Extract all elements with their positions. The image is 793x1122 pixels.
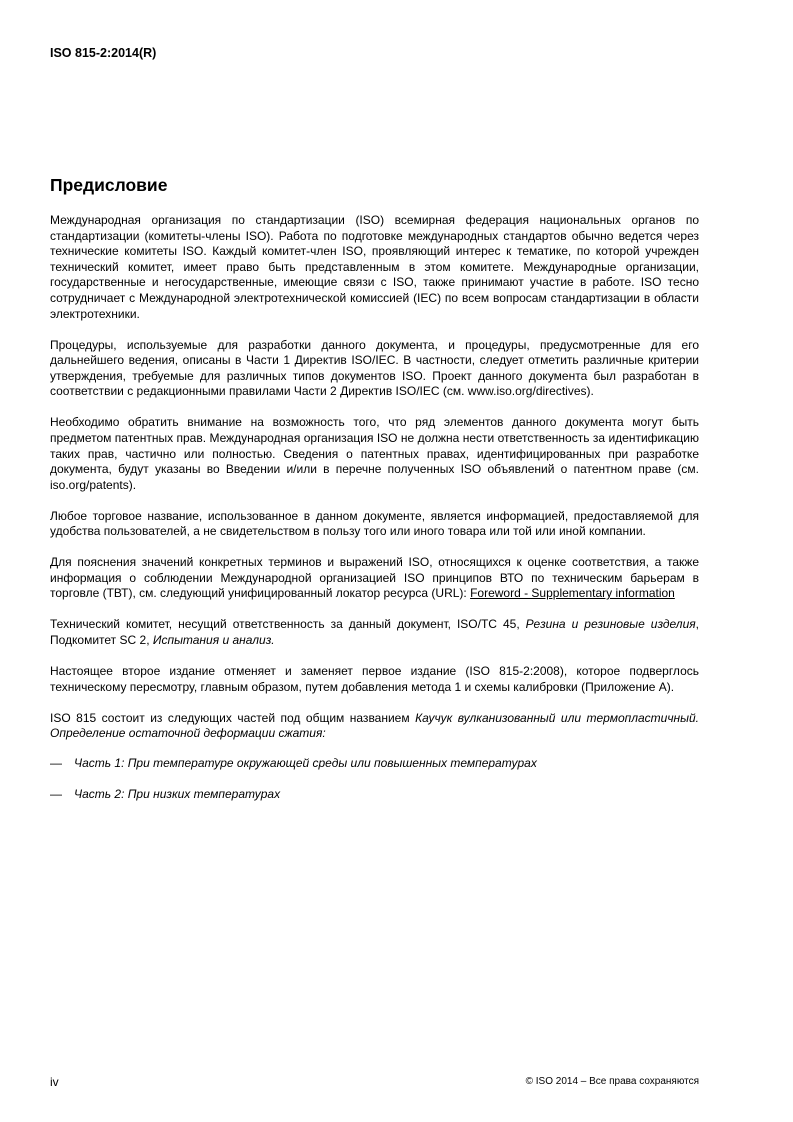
list-item xyxy=(50,756,699,772)
parts-general-title: Каучук вулканизованный или термопластичный. Определение остаточной деформации сжатия: xyxy=(50,710,699,741)
paragraph-edition: Настоящее второе издание отменяет и заменяет первое издание (ISO 815-2:2008), которое подверглось техническому пересмотру, главным образом, путем добавления метода 1 и схемы калибровки (Приложение A). xyxy=(50,664,699,694)
paragraph-committee xyxy=(50,617,699,648)
list-item xyxy=(50,787,699,803)
paragraph-patents: Необходимо обратить внимание на возможность того, что ряд элементов данного документа могут быть предметом патентных прав. Международная организация ISO не должна нести ответственность за идентификацию таких прав, частично или полностью. Сведения о патентных правах, идентифицированных при разработке документа, будут указаны во Введении и/или в перечне полученных ISO объявлений о патентном праве (см. iso.org/patents). xyxy=(50,415,699,492)
paragraph-parts xyxy=(50,711,699,742)
list-item-text: Часть 1: При температуре окружающей среды или повышенных температурах xyxy=(74,755,537,770)
paragraph-trade-names: Любое торговое название, использованное в данном документе, является информацией, предоставляемой для удобства пользователей, а не свидетельством в пользу того или иного товара или той или иной компании. xyxy=(50,508,699,539)
page-title: Предисловие xyxy=(50,175,168,195)
copyright-notice: © ISO 2014 – Все права сохраняются xyxy=(525,1076,699,1087)
parts-intro: ISO 815 состоит из следующих частей под общим названием xyxy=(50,710,416,725)
subcommittee-title: Испытания и анализ. xyxy=(152,633,275,648)
paragraph-procedures: Процедуры, используемые для разработки данного документа, и процедуры, предусмотренные для его дальнейшего ведения, описаны в Части 1 Директив ISO/IEC. В частности, следует отметить различные критерии утверждения, требуемые для различных типов документов ISO. Проект данного документа был разработан в соответствии с редакционными правилами Части 2 Директив ISO/IEC (см. www.iso.org/directives). xyxy=(50,337,699,399)
list-dash: — xyxy=(50,786,62,801)
paragraph-iso-intro: Международная организация по стандартизации (ISO) всемирная федерация национальных органов по стандартизации (комитеты-члены ISO). Работа по подготовке международных стандартов обычно ведется через технические комитеты ISO. Каждый комитет-член ISO, проявляющий интерес к тематике, по которой учрежден технический комитет, имеет право быть представленным в этом комитете. Международные организации, государственные и негосударственные, имеющие связи с ISO, также принимают участие в работе. ISO тесно сотрудничает с Международной электротехнической комиссией (IEC) по всем вопросам стандартизации в области электротехники. xyxy=(50,213,699,321)
document-id: ISO 815-2:2014(R) xyxy=(50,46,157,60)
committee-text: Технический комитет, несущий ответственность за данный документ, ISO/TC 45, xyxy=(50,617,526,632)
list-item-text: Часть 2: При низких температурах xyxy=(74,786,281,801)
list-dash: — xyxy=(50,755,62,770)
paragraph-conformity xyxy=(50,555,699,602)
foreword-supplementary-link[interactable]: Foreword - Supplementary information xyxy=(470,586,675,601)
page-number: iv xyxy=(50,1075,59,1089)
subcommittee-text: , Подкомитет SC 2, xyxy=(50,617,699,648)
foreword-body xyxy=(50,213,699,818)
committee-title: Резина и резиновые изделия xyxy=(525,617,696,632)
conformity-text: Для пояснения значений конкретных терминов и выражений ISO, относящихся к оценке соответствия, а также информация о соблюдении Международной организацией ISO принципов ВТО по техническим барьерам в торговле (ТВТ), см. следующий унифицированный локатор ресурса (URL): xyxy=(50,555,699,601)
